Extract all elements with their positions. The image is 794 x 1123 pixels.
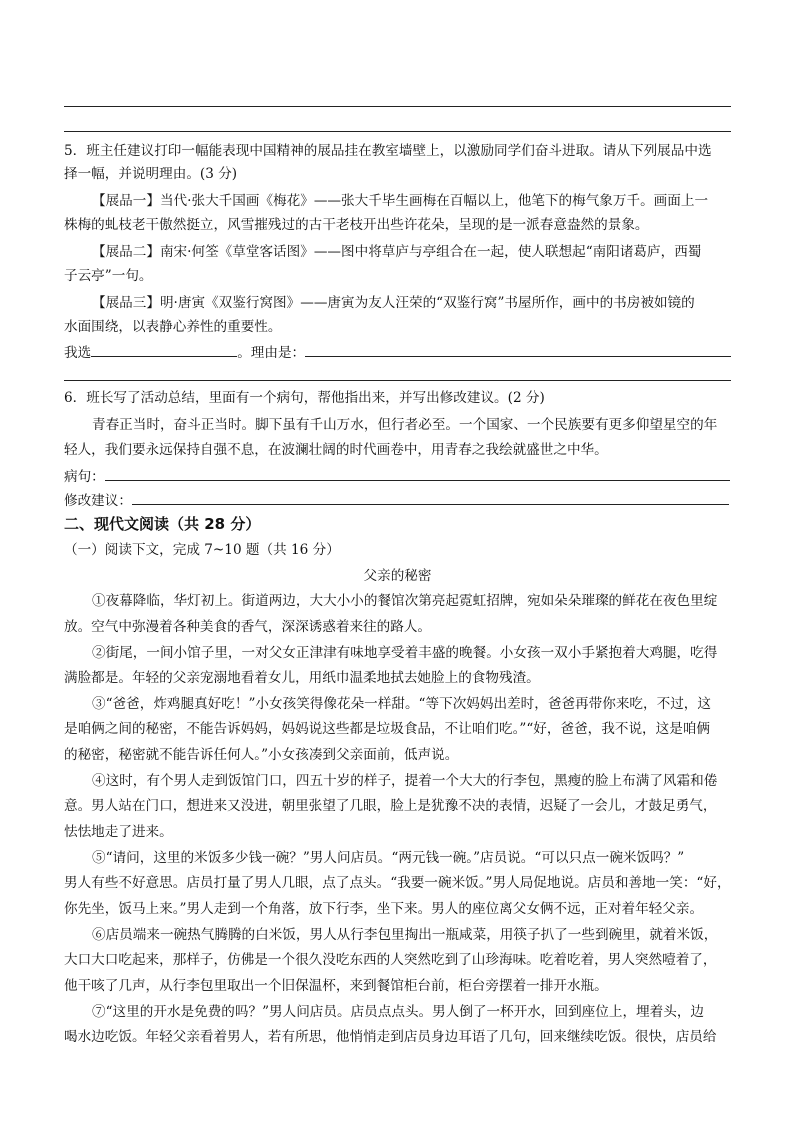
choice-blank[interactable]	[91, 342, 237, 357]
reason-blank[interactable]	[305, 342, 731, 357]
sick-sentence-blank[interactable]	[105, 466, 730, 481]
story-title: 父亲的秘密	[363, 568, 432, 584]
paragraph-4: ④这时，有个男人走到饭馆门口，四五十岁的样子，提着一个大大的行李包，黑瘦的脸上布满了风霜和倦	[92, 773, 718, 789]
paragraph-4-cont: 意。男人站在门口，想进来又没进，朝里张望了几眼，脸上是犹豫不决的表情，迟疑了一会儿，才鼓足勇气，	[64, 798, 717, 814]
paragraph-4-cont: 怯怯地走了进来。	[64, 824, 173, 840]
exhibit-1-text-cont: 株梅的虬枝老干傲然挺立，风雪摧残过的古干老枝开出些许花朵，呈现的是一派春意盎然的景象。	[64, 217, 649, 233]
question-5-prompt-cont: 择一幅，并说明理由。(3 分)	[64, 166, 238, 182]
paragraph-1: ①夜幕降临，华灯初上。街道两边，大大小小的餐馆次第亮起霓虹招牌，宛如朵朵璀璨的鲜花在夜色里绽	[92, 593, 718, 609]
paragraph-1-cont: 放。空气中弥漫着各种美食的香气，深深诱惑着来往的路人。	[64, 619, 432, 635]
answer-line[interactable]	[64, 131, 731, 132]
choice-row	[64, 342, 731, 363]
question-5-prompt: 5．班主任建议打印一幅能表现中国精神的展品挂在教室墙壁上，以激励同学们奋斗进取。请从下列展品中选	[64, 143, 712, 159]
fix-blank[interactable]	[132, 490, 729, 505]
exhibit-2-text: 【展品二】南宋·何筌《草堂客话图》——图中将草庐与亭组合在一起，使人联想起“南阳诸葛庐，西蜀	[92, 244, 702, 260]
fix-row	[64, 490, 731, 511]
paragraph-5: ⑤“请问，这里的米饭多少钱一碗？”男人问店员。“两元钱一碗。”店员说。“可以只点一碗米饭吗？”	[92, 850, 685, 866]
paragraph-3: ③“爸爸，炸鸡腿真好吃！”小女孩笑得像花朵一样甜。“等下次妈妈出差时，爸爸再带你来吃，不过，这	[92, 696, 711, 712]
paragraph-2: ②街尾，一间小馆子里，一对父女正津津有味地享受着丰盛的晚餐。小女孩一双小手紧抱着大鸡腿，吃得	[92, 645, 718, 661]
question-6-passage: 青春正当时，奋斗正当时。脚下虽有千山万水，但行者必至。一个国家、一个民族要有更多仰望星空的年	[92, 417, 718, 433]
paragraph-3-cont: 是咱俩之间的秘密，不能告诉妈妈，妈妈说这些都是垃圾食品，不让咱们吃。”“好，爸爸，我不说，这是咱俩	[64, 721, 711, 737]
answer-line[interactable]	[64, 380, 731, 381]
paragraph-3-cont: 的秘密，秘密就不能告诉任何人。”小女孩凑到父亲面前，低声说。	[64, 747, 459, 763]
question-6-passage-cont: 轻人，我们要永远保持自强不息，在波澜壮阔的时代画卷中，用青春之我绘就盛世之中华。	[64, 442, 608, 458]
sick-sentence-row	[64, 466, 731, 487]
paragraph-6: ⑥店员端来一碗热气腾腾的白米饭，男人从行李包里掏出一瓶咸菜，用筷子扒了一些到碗里，就着米饭，	[92, 927, 718, 943]
section-2-heading: 二、现代文阅读（共 28 分）	[64, 515, 261, 533]
reason-label: 。理由是：	[237, 345, 306, 361]
question-6-prompt: 6．班长写了活动总结，里面有一个病句，帮他指出来，并写出修改建议。(2 分)	[64, 390, 545, 406]
exhibit-2-text-cont: 子云亭”一句。	[64, 268, 153, 284]
paragraph-7: ⑦“这里的开水是免费的吗？”男人问店员。店员点点头。男人倒了一杯开水，回到座位上，埋着头，边	[92, 1004, 705, 1020]
fix-label: 修改建议：	[64, 493, 132, 509]
paragraph-7-cont: 喝水边吃饭。年轻父亲看着男人，若有所思，他悄悄走到店员身边耳语了几句，回来继续吃饭。很快，店员给	[64, 1029, 717, 1045]
paragraph-6-cont: 大口大口吃起来，那样子，仿佛是一个很久没吃东西的人突然吃到了山珍海味。吃着吃着，男人突然噎着了，	[64, 952, 717, 968]
exhibit-1-text: 【展品一】当代·张大千国画《梅花》——张大千毕生画梅在百幅以上，他笔下的梅气象万千。画面上一	[92, 193, 709, 209]
paragraph-5-cont: 你先坐，饭马上来。”男人走到一个角落，放下行李，坐下来。男人的座位离父女俩不远，正对着年轻父亲。	[64, 901, 704, 917]
paragraph-6-cont: 他干咳了几声，从行李包里取出一个旧保温杯，来到餐馆柜台前，柜台旁摆着一排开水瓶。	[64, 978, 608, 994]
sick-sentence-label: 病句：	[64, 469, 105, 485]
paragraph-5-cont: 男人有些不好意思。店员打量了男人几眼，点了点头。“我要一碗米饭。”男人局促地说。店员和善地一笑：“好，	[64, 875, 731, 891]
exhibit-3-text: 【展品三】明·唐寅《双鉴行窝图》——唐寅为友人汪荣的“双鉴行窝”书屋所作，画中的书房被如镜的	[92, 295, 695, 311]
answer-line[interactable]	[64, 106, 731, 107]
choose-label: 我选	[64, 345, 92, 361]
paragraph-2-cont: 满脸都是。年轻的父亲宠溺地看着女儿，用纸巾温柔地拭去她脸上的食物残渣。	[64, 670, 540, 686]
section-2-subheading: （一）阅读下文，完成 7~10 题（共 16 分）	[64, 542, 340, 558]
exhibit-3-text-cont: 水面围绕，以表静心养性的重要性。	[64, 319, 282, 335]
